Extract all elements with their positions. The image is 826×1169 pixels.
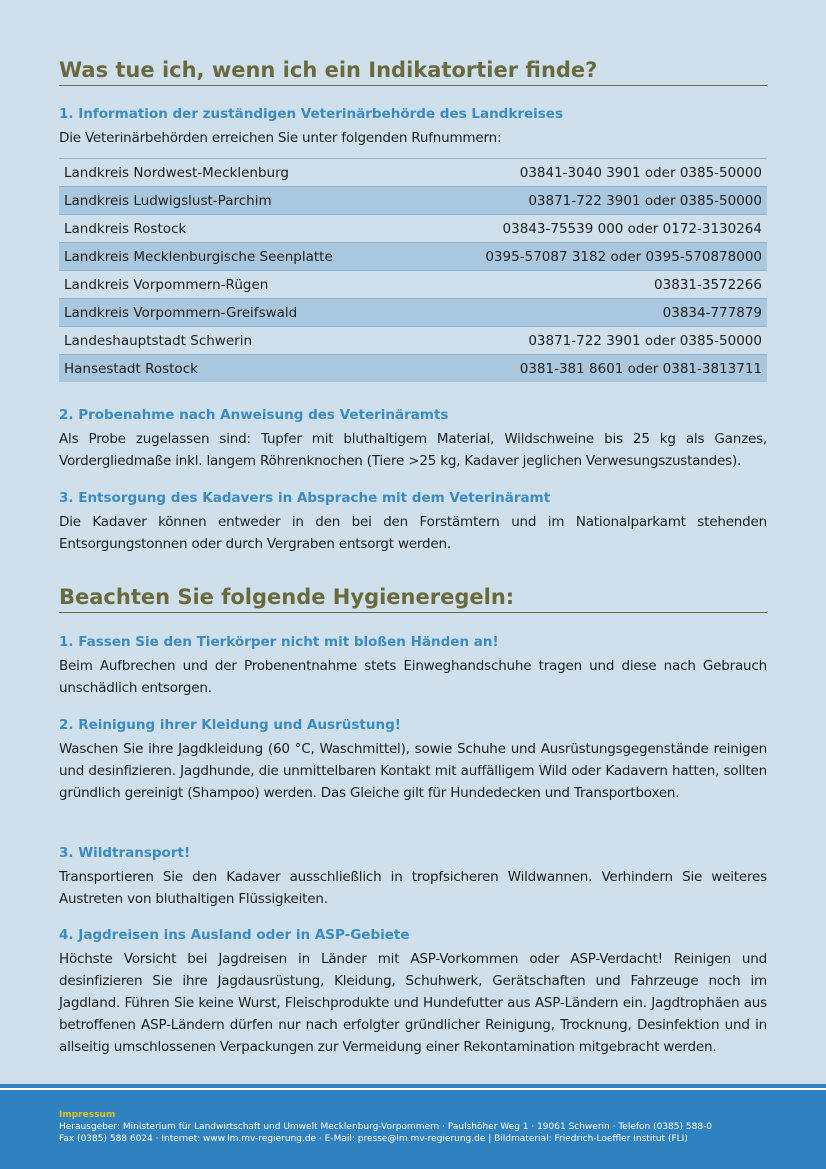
rule-tierkoerper xyxy=(59,634,767,699)
rule-title: 2. Reinigung ihrer Kleidung und Ausrüstung! xyxy=(59,717,401,733)
phone-number: 03831-3572266 xyxy=(408,271,767,299)
phone-table-row xyxy=(59,327,767,355)
section-title: 1. Information der zuständigen Veterinärbehörde des Landkreises xyxy=(59,106,563,122)
district-name: Landkreis Vorpommern-Greifswald xyxy=(59,299,408,327)
section-intro: Die Veterinärbehörden erreichen Sie unter folgenden Rufnummern: xyxy=(59,130,502,146)
section-probenahme xyxy=(59,407,767,472)
rule-jagdreisen xyxy=(59,927,767,1058)
rule-text: Beim Aufbrechen und der Probenentnahme stets Einweghandschuhe tragen und diese nach Gebrauch unschädlich entsorgen. xyxy=(59,658,767,696)
footer-line-2: Fax (0385) 588 6024 · Internet: www.lm.mv-regierung.de · E-Mail: presse@lm.mv-regierung.de | Bildmaterial: Friedrich-Loeffler Institut (FLI) xyxy=(59,1134,688,1144)
footer-title: Impressum xyxy=(59,1110,116,1120)
phone-number: 0395-57087 3182 oder 0395-570878000 xyxy=(408,243,767,271)
section-text: Als Probe zugelassen sind: Tupfer mit bluthaltigem Material, Wildschweine bis 25 kg als Ganzes, Vordergliedmaße inkl. langem Röhrenknochen (Tiere >25 kg, Kadaver jeglichen Verwesungszustandes). xyxy=(59,431,767,469)
phone-number: 0381-381 8601 oder 0381-3813711 xyxy=(408,355,767,383)
rule-title: 3. Wildtransport! xyxy=(59,845,191,861)
section-title: 3. Entsorgung des Kadavers in Absprache mit dem Veterinäramt xyxy=(59,490,551,506)
phone-number: 03843-75539 000 oder 0172-3130264 xyxy=(408,215,767,243)
district-name: Landkreis Ludwigslust-Parchim xyxy=(59,187,408,215)
phone-table-row xyxy=(59,355,767,383)
phone-number: 03871-722 3901 oder 0385-50000 xyxy=(408,187,767,215)
district-name: Hansestadt Rostock xyxy=(59,355,408,383)
heading-indikatortier: Was tue ich, wenn ich ein Indikatortier finde? xyxy=(59,58,767,86)
phone-table-row xyxy=(59,271,767,299)
section-veterinaerbehoerde xyxy=(59,106,767,382)
phone-number: 03871-722 3901 oder 0385-50000 xyxy=(408,327,767,355)
rule-text: Waschen Sie ihre Jagdkleidung (60 °C, Waschmittel), sowie Schuhe und Ausrüstungsgegenstände reinigen und desinfizieren. Jagdhunde, die unmittelbaren Kontakt mit auffälligem Wild oder Kadavern hatten, sollten gründlich gereinigt (Shampoo) werden. Das Gleiche gilt für Hundedecken und Transportboxen. xyxy=(59,741,767,801)
phone-table xyxy=(59,158,767,382)
phone-table-row xyxy=(59,159,767,187)
rule-wildtransport xyxy=(59,845,767,910)
footer-impressum xyxy=(0,1088,826,1169)
district-name: Landkreis Mecklenburgische Seenplatte xyxy=(59,243,408,271)
section-text: Die Kadaver können entweder in den bei den Forstämtern und im Nationalparkamt stehenden Entsorgungstonnen oder durch Vergraben entsorgt werden. xyxy=(59,514,767,552)
footer-line-1: Herausgeber: Ministerium für Landwirtschaft und Umwelt Mecklenburg-Vorpommern · Paulshöher Weg 1 · 19061 Schwerin · Telefon (0385) 588-0 xyxy=(59,1122,713,1132)
phone-table-row xyxy=(59,299,767,327)
rule-text: Transportieren Sie den Kadaver ausschließlich in tropfsicheren Wildwannen. Verhindern Sie weiteres Austreten von bluthaltigen Flüssigkeiten. xyxy=(59,869,767,907)
section-entsorgung xyxy=(59,490,767,555)
rule-title: 4. Jagdreisen ins Ausland oder in ASP-Gebiete xyxy=(59,927,410,943)
rule-text: Höchste Vorsicht bei Jagdreisen in Länder mit ASP-Vorkommen oder ASP-Verdacht! Reinigen und desinfizieren Sie ihre Jagdausrüstung, Kleidung, Schuhwerk, Gerätschaften und Fahrzeuge noch im Jagdland. Führen Sie keine Wurst, Fleischprodukte und Hundefutter aus ASP-Ländern ein. Jagdtrophäen aus betroffenen ASP-Ländern dürfen nur nach erfolgter gründlicher Reinigung, Trocknung, Desinfektion und in allseitig umschlossenen Verpackungen zur Vermeidung einer Rekontamination mitgebracht werden. xyxy=(59,951,767,1055)
rule-title: 1. Fassen Sie den Tierkörper nicht mit bloßen Händen an! xyxy=(59,634,499,650)
phone-number: 03841-3040 3901 oder 0385-50000 xyxy=(408,159,767,187)
district-name: Landkreis Vorpommern-Rügen xyxy=(59,271,408,299)
phone-table-row xyxy=(59,215,767,243)
district-name: Landeshauptstadt Schwerin xyxy=(59,327,408,355)
phone-number: 03834-777879 xyxy=(408,299,767,327)
heading-hygieneregeln: Beachten Sie folgende Hygieneregeln: xyxy=(59,585,767,613)
section-title: 2. Probenahme nach Anweisung des Veterinäramts xyxy=(59,407,449,423)
phone-table-row xyxy=(59,187,767,215)
district-name: Landkreis Rostock xyxy=(59,215,408,243)
phone-table-row xyxy=(59,243,767,271)
rule-reinigung xyxy=(59,717,767,804)
district-name: Landkreis Nordwest-Mecklenburg xyxy=(59,159,408,187)
